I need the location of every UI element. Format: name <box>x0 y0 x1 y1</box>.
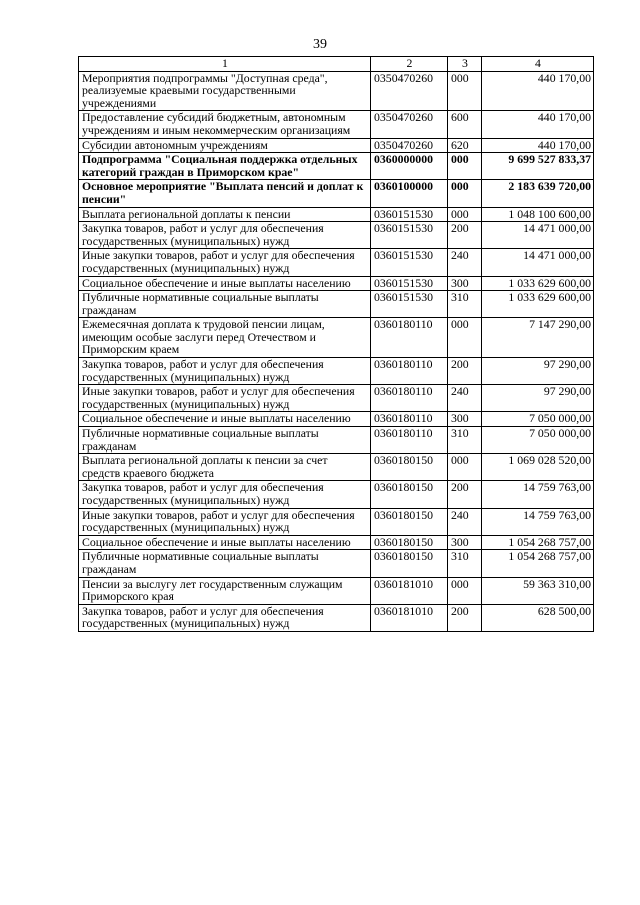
row-name-cell: Предоставление субсидий бюджетным, автономным учреждениям и иным некоммерческим организациям <box>79 111 371 138</box>
table-row <box>79 604 594 631</box>
row-name-cell: Иные закупки товаров, работ и услуг для обеспечения государственных (муниципальных) нужд <box>79 385 371 412</box>
row-type-cell: 000 <box>448 207 482 222</box>
row-amount-cell: 7 147 290,00 <box>482 318 594 358</box>
row-type-cell: 240 <box>448 249 482 276</box>
row-type-cell: 000 <box>448 454 482 481</box>
row-name-cell: Социальное обеспечение и иные выплаты населению <box>79 412 371 427</box>
column-number-name: 1 <box>79 57 371 72</box>
row-name-cell: Иные закупки товаров, работ и услуг для обеспечения государственных (муниципальных) нужд <box>79 249 371 276</box>
table-row <box>79 276 594 291</box>
row-code-cell: 0360000000 <box>371 153 448 180</box>
row-name-cell: Выплата региональной доплаты к пенсии за счет средств краевого бюджета <box>79 454 371 481</box>
table-row <box>79 427 594 454</box>
budget-table-body <box>79 57 594 632</box>
table-row <box>79 481 594 508</box>
row-amount-cell: 14 759 763,00 <box>482 481 594 508</box>
row-code-cell: 0360180110 <box>371 358 448 385</box>
row-code-cell: 0360181010 <box>371 577 448 604</box>
row-type-cell: 300 <box>448 276 482 291</box>
row-name-cell: Закупка товаров, работ и услуг для обеспечения государственных (муниципальных) нужд <box>79 358 371 385</box>
row-type-cell: 310 <box>448 291 482 318</box>
table-row <box>79 138 594 153</box>
row-type-cell: 000 <box>448 180 482 207</box>
row-amount-cell: 2 183 639 720,00 <box>482 180 594 207</box>
table-row <box>79 454 594 481</box>
row-type-cell: 000 <box>448 71 482 111</box>
row-type-cell: 310 <box>448 427 482 454</box>
row-type-cell: 620 <box>448 138 482 153</box>
row-code-cell: 0360180150 <box>371 508 448 535</box>
row-type-cell: 200 <box>448 358 482 385</box>
row-amount-cell: 97 290,00 <box>482 385 594 412</box>
row-name-cell: Подпрограмма "Социальная поддержка отдельных категорий граждан в Приморском крае" <box>79 153 371 180</box>
row-amount-cell: 440 170,00 <box>482 111 594 138</box>
table-row <box>79 318 594 358</box>
row-name-cell: Закупка товаров, работ и услуг для обеспечения государственных (муниципальных) нужд <box>79 481 371 508</box>
table-row <box>79 153 594 180</box>
row-amount-cell: 7 050 000,00 <box>482 412 594 427</box>
column-number-code: 2 <box>371 57 448 72</box>
row-code-cell: 0360180150 <box>371 481 448 508</box>
table-row <box>79 550 594 577</box>
table-row <box>79 412 594 427</box>
row-type-cell: 000 <box>448 577 482 604</box>
row-amount-cell: 1 048 100 600,00 <box>482 207 594 222</box>
row-type-cell: 310 <box>448 550 482 577</box>
row-type-cell: 300 <box>448 535 482 550</box>
table-row <box>79 180 594 207</box>
row-name-cell: Публичные нормативные социальные выплаты гражданам <box>79 291 371 318</box>
row-type-cell: 600 <box>448 111 482 138</box>
row-amount-cell: 59 363 310,00 <box>482 577 594 604</box>
row-type-cell: 240 <box>448 385 482 412</box>
row-amount-cell: 14 759 763,00 <box>482 508 594 535</box>
page-number: 39 <box>313 37 327 52</box>
row-name-cell: Мероприятия подпрограммы "Доступная среда", реализуемые краевыми государственными учреждениями <box>79 71 371 111</box>
row-code-cell: 0360100000 <box>371 180 448 207</box>
row-name-cell: Ежемесячная доплата к трудовой пенсии лицам, имеющим особые заслуги перед Отечеством и Приморским краем <box>79 318 371 358</box>
row-name-cell: Пенсии за выслугу лет государственным служащим Приморского края <box>79 577 371 604</box>
row-name-cell: Закупка товаров, работ и услуг для обеспечения государственных (муниципальных) нужд <box>79 604 371 631</box>
row-type-cell: 300 <box>448 412 482 427</box>
row-code-cell: 0350470260 <box>371 111 448 138</box>
row-type-cell: 200 <box>448 604 482 631</box>
column-number-amount: 4 <box>482 57 594 72</box>
row-code-cell: 0360151530 <box>371 291 448 318</box>
row-type-cell: 000 <box>448 153 482 180</box>
row-code-cell: 0360151530 <box>371 249 448 276</box>
row-amount-cell: 9 699 527 833,37 <box>482 153 594 180</box>
row-name-cell: Субсидии автономным учреждениям <box>79 138 371 153</box>
table-row <box>79 291 594 318</box>
row-amount-cell: 1 054 268 757,00 <box>482 535 594 550</box>
table-row <box>79 508 594 535</box>
row-type-cell: 200 <box>448 222 482 249</box>
row-amount-cell: 1 069 028 520,00 <box>482 454 594 481</box>
column-number-type: 3 <box>448 57 482 72</box>
row-code-cell: 0360180150 <box>371 535 448 550</box>
row-code-cell: 0350470260 <box>371 71 448 111</box>
row-code-cell: 0360180150 <box>371 454 448 481</box>
row-code-cell: 0360180110 <box>371 318 448 358</box>
column-number-row <box>79 57 594 72</box>
row-amount-cell: 1 033 629 600,00 <box>482 291 594 318</box>
row-type-cell: 000 <box>448 318 482 358</box>
row-code-cell: 0360181010 <box>371 604 448 631</box>
row-type-cell: 240 <box>448 508 482 535</box>
table-row <box>79 577 594 604</box>
row-name-cell: Социальное обеспечение и иные выплаты населению <box>79 535 371 550</box>
row-amount-cell: 1 054 268 757,00 <box>482 550 594 577</box>
table-row <box>79 222 594 249</box>
table-row <box>79 71 594 111</box>
row-amount-cell: 7 050 000,00 <box>482 427 594 454</box>
row-amount-cell: 14 471 000,00 <box>482 249 594 276</box>
row-code-cell: 0360151530 <box>371 276 448 291</box>
row-name-cell: Социальное обеспечение и иные выплаты населению <box>79 276 371 291</box>
row-type-cell: 200 <box>448 481 482 508</box>
row-amount-cell: 1 033 629 600,00 <box>482 276 594 291</box>
row-name-cell: Публичные нормативные социальные выплаты гражданам <box>79 427 371 454</box>
row-name-cell: Основное мероприятие "Выплата пенсий и доплат к пенсии" <box>79 180 371 207</box>
row-name-cell: Закупка товаров, работ и услуг для обеспечения государственных (муниципальных) нужд <box>79 222 371 249</box>
table-row <box>79 249 594 276</box>
row-code-cell: 0360151530 <box>371 222 448 249</box>
table-row <box>79 385 594 412</box>
row-code-cell: 0360180110 <box>371 385 448 412</box>
row-amount-cell: 440 170,00 <box>482 138 594 153</box>
row-code-cell: 0360180110 <box>371 427 448 454</box>
row-name-cell: Публичные нормативные социальные выплаты гражданам <box>79 550 371 577</box>
table-row <box>79 358 594 385</box>
budget-table <box>78 56 594 632</box>
row-code-cell: 0360180150 <box>371 550 448 577</box>
row-amount-cell: 440 170,00 <box>482 71 594 111</box>
row-amount-cell: 628 500,00 <box>482 604 594 631</box>
row-amount-cell: 97 290,00 <box>482 358 594 385</box>
row-code-cell: 0350470260 <box>371 138 448 153</box>
table-row <box>79 111 594 138</box>
row-name-cell: Иные закупки товаров, работ и услуг для обеспечения государственных (муниципальных) нужд <box>79 508 371 535</box>
row-amount-cell: 14 471 000,00 <box>482 222 594 249</box>
table-row <box>79 535 594 550</box>
table-row <box>79 207 594 222</box>
row-code-cell: 0360151530 <box>371 207 448 222</box>
row-name-cell: Выплата региональной доплаты к пенсии <box>79 207 371 222</box>
row-code-cell: 0360180110 <box>371 412 448 427</box>
